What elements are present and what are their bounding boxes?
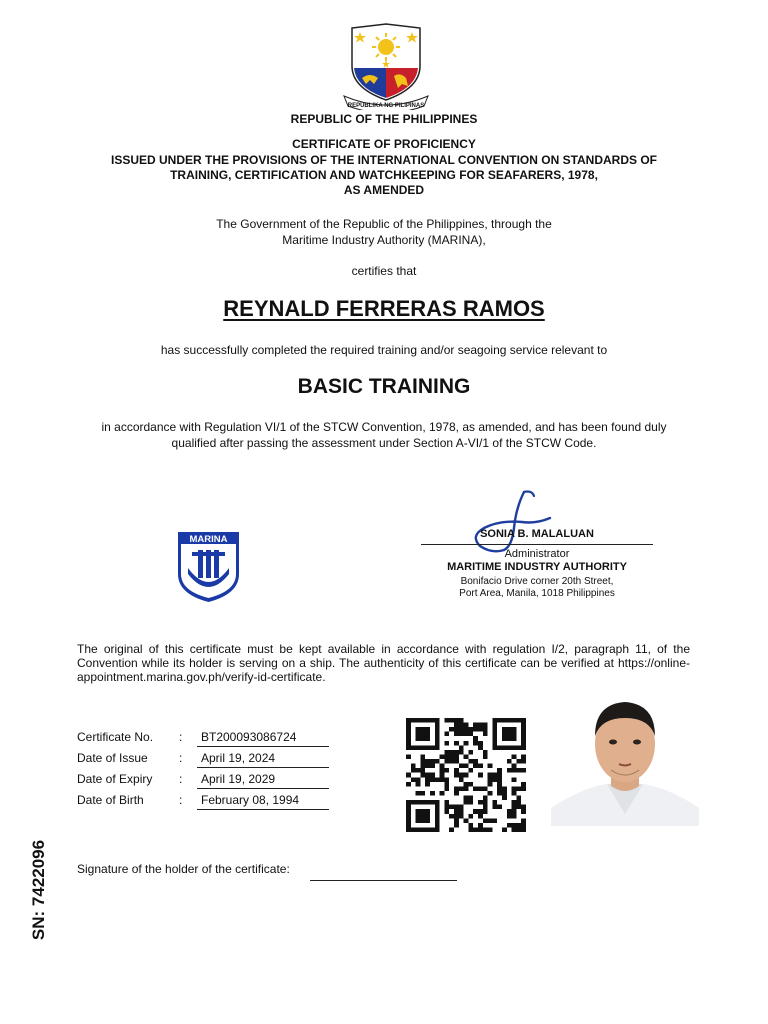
- detail-colon: :: [179, 772, 183, 786]
- signatory-agency: MARITIME INDUSTRY AUTHORITY: [447, 561, 627, 573]
- authenticity-notice: The original of this certificate must be kept available in accordance with regulation I/2, paragraph 11, of the Convention while its holder is serving on a ship. The authenticity of this certificate can be verified at https://online-appointment.marina.gov.ph/verify-id-certificate.: [77, 642, 690, 684]
- detail-value: February 08, 1994: [197, 793, 329, 810]
- issued-under-line-2: TRAINING, CERTIFICATION AND WATCHKEEPING FOR SEAFARERS, 1978,: [170, 168, 598, 182]
- course-title: BASIC TRAINING: [297, 375, 471, 398]
- detail-value: April 19, 2029: [197, 772, 329, 789]
- intro-line-2: Maritime Industry Authority (MARINA),: [282, 233, 486, 247]
- detail-row-certificate-no: [77, 730, 337, 750]
- detail-label: Certificate No.: [77, 730, 154, 744]
- detail-label: Date of Birth: [77, 793, 144, 807]
- seal-scroll-text: REPUBLIKA NG PILIPINAS: [347, 103, 425, 109]
- serial-number: SN: 7422096: [29, 839, 48, 941]
- country-heading: REPUBLIC OF THE PHILIPPINES: [290, 112, 478, 126]
- marina-logo: [176, 530, 241, 604]
- issued-under-line-3: AS AMENDED: [343, 183, 425, 197]
- detail-colon: :: [179, 793, 183, 807]
- detail-label: Date of Issue: [77, 751, 148, 765]
- detail-value: April 19, 2024: [197, 751, 329, 768]
- signatory-name: SONIA B. MALALUAN: [480, 528, 594, 540]
- certifies-text: certifies that: [351, 264, 417, 278]
- issued-under-line-1: ISSUED UNDER THE PROVISIONS OF THE INTERNATIONAL CONVENTION ON STANDARDS OF: [110, 153, 658, 167]
- holder-name: [0, 296, 768, 322]
- detail-row-date-of-expiry: [77, 772, 337, 792]
- detail-label: Date of Expiry: [77, 772, 153, 786]
- regulation-line-1: in accordance with Regulation VI/1 of the STCW Convention, 1978, as amended, and has been found duly: [101, 420, 667, 434]
- signature-line: [421, 544, 653, 545]
- verification-qr-code: [406, 718, 526, 832]
- signatory-address-2: Port Area, Manila, 1018 Philippines: [459, 588, 615, 599]
- completed-text: has successfully completed the required training and/or seagoing service relevant to: [160, 343, 608, 357]
- intro-line-1: The Government of the Republic of the Philippines, through the: [216, 217, 552, 231]
- philippine-coat-of-arms: [340, 22, 432, 110]
- detail-colon: :: [179, 751, 183, 765]
- detail-row-date-of-birth: [77, 793, 337, 813]
- detail-value: BT200093086724: [197, 730, 329, 747]
- detail-row-date-of-issue: [77, 751, 337, 771]
- holder-signature-line: [310, 880, 457, 881]
- signatory-address-1: Bonifacio Drive corner 20th Street,: [460, 576, 614, 587]
- certificate-title: CERTIFICATE OF PROFICIENCY: [292, 137, 476, 151]
- regulation-line-2: qualified after passing the assessment under Section A-VI/1 of the STCW Code.: [171, 436, 597, 450]
- marina-logo-text: MARINA: [189, 534, 228, 545]
- holder-signature-label: Signature of the holder of the certificate:: [77, 862, 290, 876]
- holder-name-text: REYNALD FERRERAS RAMOS: [223, 296, 545, 321]
- holder-photo: [551, 692, 699, 826]
- detail-colon: :: [179, 730, 183, 744]
- signatory-position: Administrator: [504, 548, 570, 560]
